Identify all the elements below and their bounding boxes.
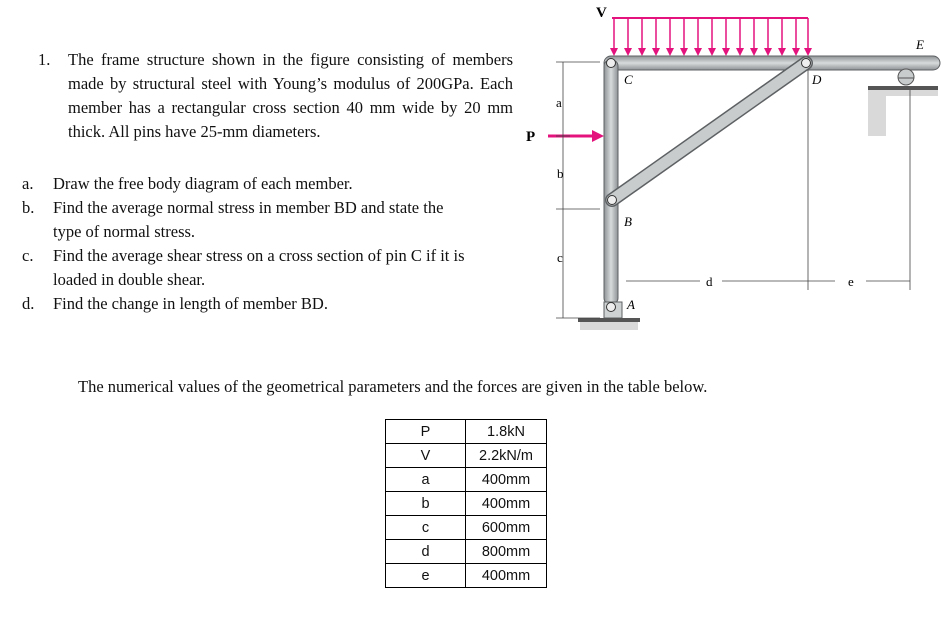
point-b-label: B [624,214,632,229]
table-row [386,468,547,492]
part-label: a. [22,174,34,193]
param-value: 1.8kN [466,420,547,444]
dim-c: c [557,250,563,265]
part-text: Find the average shear stress on a cross section of pin C if it is loaded in double shear. [53,246,465,289]
member-ac [604,60,618,304]
dim-d: d [706,274,713,289]
point-e-label: E [916,37,924,52]
dim-b: b [557,166,564,181]
param-name: d [386,540,466,564]
param-value: 2.2kN/m [466,444,547,468]
member-ce [604,56,940,70]
table-row [386,444,547,468]
point-c-label: C [624,72,633,87]
point-d-label: D [812,72,822,87]
parameter-table [385,419,547,588]
pin-c [607,59,616,68]
table-row [386,564,547,588]
roller-support-e [868,69,938,136]
param-name: P [386,420,466,444]
table-row [386,516,547,540]
param-name: b [386,492,466,516]
table-row [386,420,547,444]
part-label: b. [22,198,35,217]
table-intro: The numerical values of the geometrical parameters and the forces are given in the table below. [78,377,708,396]
dimension-horizontal [626,70,910,290]
table-row [386,492,547,516]
distributed-load [596,5,812,56]
param-value: 400mm [466,492,547,516]
param-name: e [386,564,466,588]
part-text: Find the change in length of member BD. [53,294,328,313]
dim-a: a [556,95,562,110]
force-p [526,129,604,145]
param-name: c [386,516,466,540]
force-label: P [526,129,536,145]
load-label: V [596,5,607,21]
pin-b [608,196,617,205]
part-text: Find the average normal stress in member BD and state the type of normal stress. [53,198,444,241]
table-row [386,540,547,564]
member-bd [612,63,806,200]
problem-text: The frame structure shown in the figure consisting of members made by structural steel with Young’s modulus of 200GPa. Each member has a rectangular cross section 40 mm wide by 20 mm thick. All pins have 25-mm diameters. [68,50,513,141]
dimension-vertical [556,62,600,318]
point-a-label: A [627,297,635,312]
problem-number: 1. [38,50,51,69]
param-value: 400mm [466,468,547,492]
pin-d [802,59,811,68]
part-text: Draw the free body diagram of each member. [53,174,353,193]
param-value: 600mm [466,516,547,540]
dim-e: e [848,274,854,289]
part-label: d. [22,294,35,313]
param-value: 800mm [466,540,547,564]
part-label: c. [22,246,34,265]
param-name: V [386,444,466,468]
param-name: a [386,468,466,492]
param-value: 400mm [466,564,547,588]
